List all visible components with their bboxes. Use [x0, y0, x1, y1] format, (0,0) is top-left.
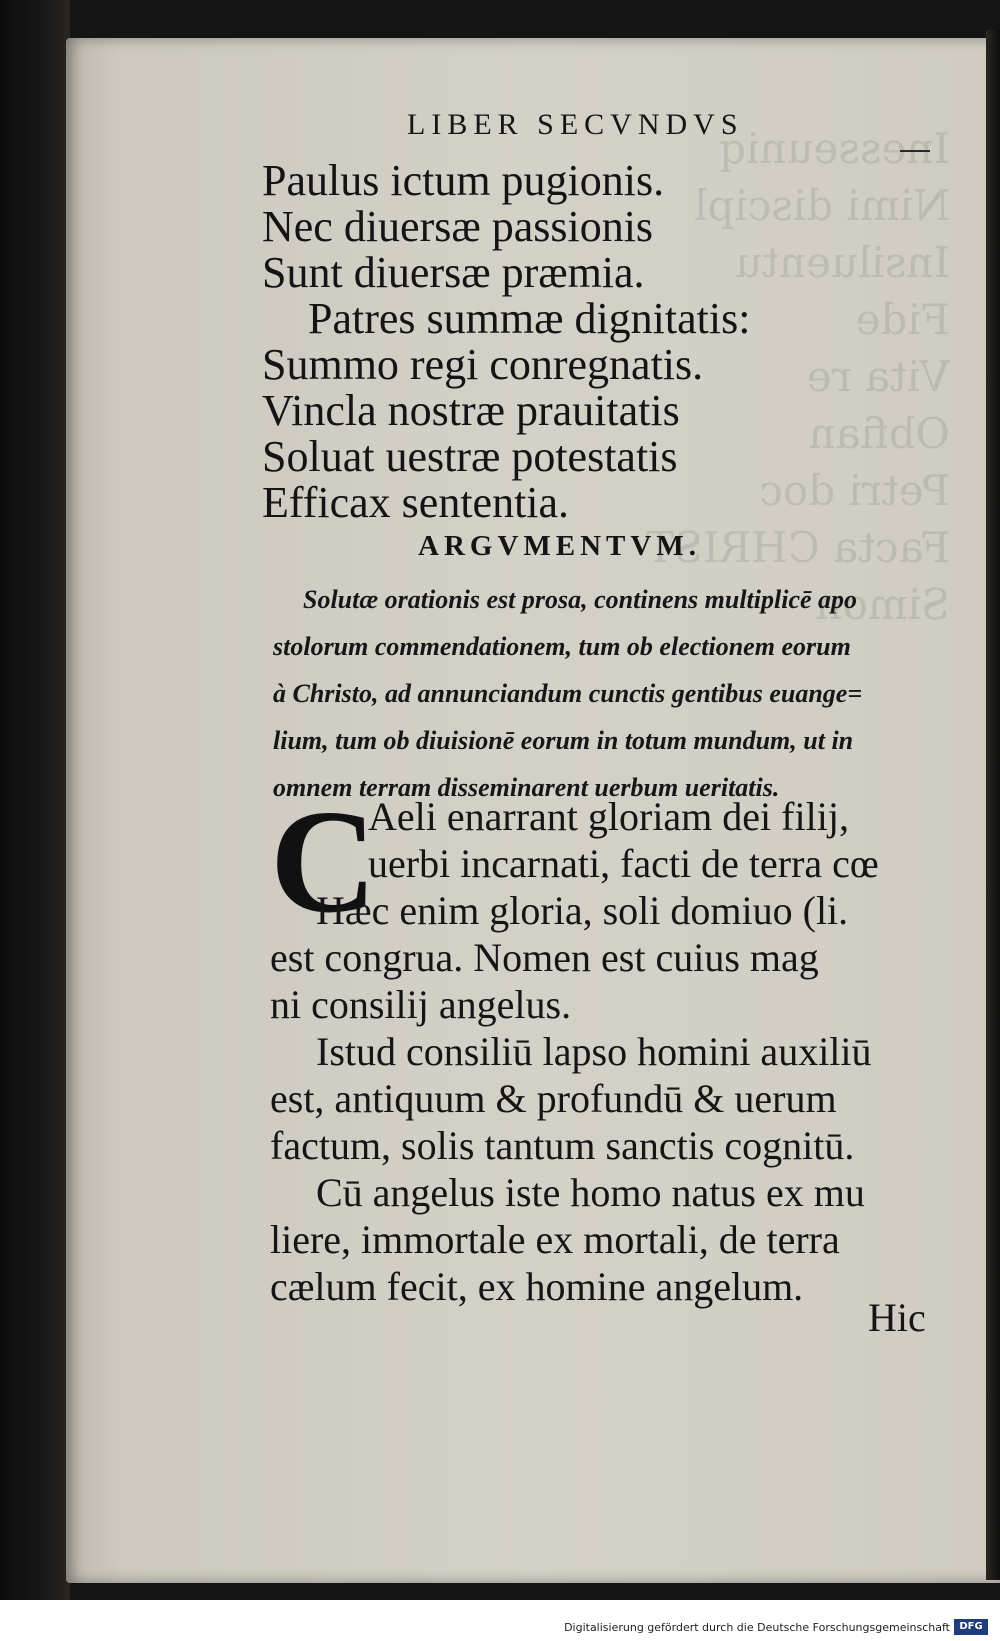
argumentum-line: lium, tum ob diuisionē eorum in totum mundum, ut in [273, 726, 854, 755]
prose-line: Hæc enim gloria, soli domiuo (li. [316, 888, 849, 933]
header-rule [900, 150, 930, 152]
prose-line: ni consilij angelus. [270, 982, 572, 1027]
funding-credit: Digitalisierung gefördert durch die Deutsche Forschungsgemeinschaft [564, 1621, 950, 1634]
prose-line: factum, solis tantum sanctis cognitū. [270, 1123, 855, 1168]
prose-line: est congrua. Nomen est cuius mag [270, 935, 819, 980]
running-head: LIBER SECVNDVS [407, 108, 744, 141]
dfg-logo: DFG [954, 1619, 988, 1635]
verse-block [262, 158, 750, 526]
argumentum-line: omnem terram disseminarent uerbum ueritatis. [273, 773, 780, 802]
catchword: Hic [868, 1295, 926, 1340]
verse-line: Nec diuersæ passionis [262, 202, 654, 251]
argumentum-line: Solutæ orationis est prosa, continens multiplicē apo [303, 585, 858, 614]
argumentum-line: stolorum commendationem, tum ob electionem eorum [273, 632, 851, 661]
prose-line: Cū angelus iste homo natus ex mu [316, 1170, 865, 1215]
prose-line: est, antiquum & profundū & uerum [270, 1076, 837, 1121]
verse-line: Vincla nostræ prauitatis [262, 386, 680, 435]
prose-line: Istud consiliū lapso homini auxiliū [316, 1029, 872, 1074]
page-edge-shadow [986, 30, 1000, 1580]
verse-line: Efficax sententia. [262, 478, 570, 527]
prose-line: cælum fecit, ex homine angelum. [270, 1264, 804, 1309]
drop-cap: C [270, 780, 377, 944]
argumentum-text [273, 576, 943, 811]
verse-line: Sunt diuersæ præmia. [262, 248, 645, 297]
argumentum-line: à Christo, ad annunciandum cunctis gentibus euange= [273, 679, 863, 708]
prose-line: uerbi incarnati, facti de terra cœ [368, 841, 879, 886]
prose-line: liere, immortale ex mortali, de terra [270, 1217, 840, 1262]
book-spine [0, 0, 70, 1600]
verse-line: Paulus ictum pugionis. [262, 156, 665, 205]
verse-line: Soluat uestræ potestatis [262, 432, 678, 481]
verse-line: Summo regi conregnatis. [262, 340, 704, 389]
argumentum-heading: ARGVMENTVM. [418, 530, 701, 562]
verse-line: Patres summæ dignitatis: [308, 294, 751, 343]
prose-block [270, 793, 950, 1310]
prose-line: Aeli enarrant gloriam dei filij, [368, 794, 849, 839]
